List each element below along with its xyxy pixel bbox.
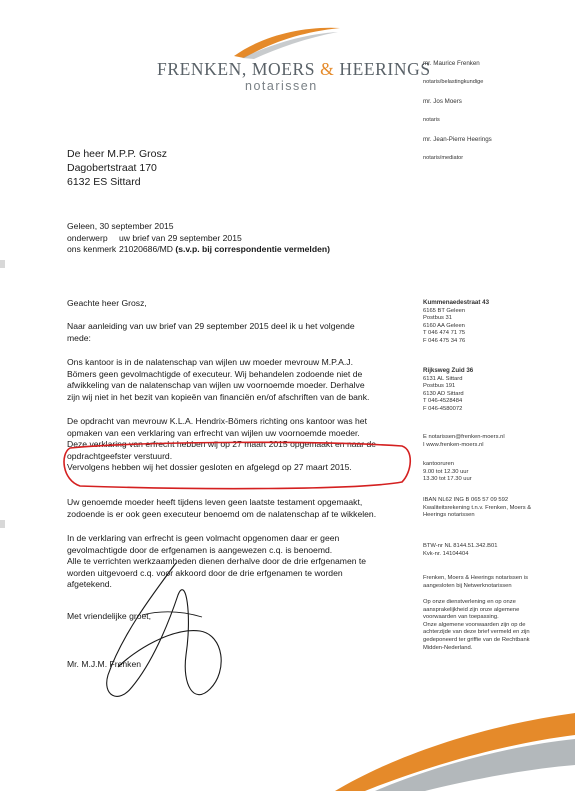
text-line: opmaken van een verklaring van erfrecht van wijlen uw voornoemde moeder. xyxy=(67,427,360,438)
email-link[interactable]: E notarissen@frenken-moers.nl xyxy=(423,434,505,440)
text-line: aansprakelijkheid zijn onze algemene xyxy=(423,606,520,613)
text-line: In de verklaring van erfrecht is geen volmacht opgenomen daar er geen xyxy=(67,533,340,543)
text-line: kantooruren xyxy=(423,461,454,467)
office-line: Postbus 191 xyxy=(423,383,456,390)
text-line: aangesloten bij Netwerknotarissen xyxy=(423,582,512,589)
paragraph-1 xyxy=(67,321,417,344)
text-line: gedeponeerd ter griffie van de Rechtbank xyxy=(423,636,530,643)
text-line: Kvk-nr. 14104404 xyxy=(423,550,469,557)
terms-info xyxy=(423,599,568,652)
subject-value: uw brief van 29 september 2015 xyxy=(119,232,242,243)
text-line: Naar aanleiding van uw brief van 29 september 2015 deel ik u het volgende xyxy=(67,321,355,331)
logo-swoosh-icon xyxy=(232,22,342,60)
text-line: achterzijde van deze brief vermeld en zijn xyxy=(423,629,530,636)
partner-name: mr. Maurice Frenken xyxy=(423,60,480,67)
office-line: 6165 BT Geleen xyxy=(423,307,466,314)
text-line: Uw genoemde moeder heeft tijdens leven geen laatste testament opgemaakt, xyxy=(67,497,363,507)
signature-scribble xyxy=(82,555,252,715)
salutation: Geachte heer Grosz, xyxy=(67,298,147,308)
firm-name-main: FRENKEN, MOERS xyxy=(157,59,316,79)
office-line: 6160 AA Geleen xyxy=(423,322,465,329)
office-sittard xyxy=(423,367,568,414)
partner-list xyxy=(423,60,563,174)
partner-name: mr. Jean-Pierre Heerings xyxy=(423,136,492,143)
firm-name xyxy=(157,59,431,80)
text-line: mede: xyxy=(67,332,91,343)
paragraph-4 xyxy=(67,497,417,520)
text-line: zodoende is er ook geen executeur benoemd om de nalatenschap af te wikkelen. xyxy=(67,508,377,519)
partner-role: notaris/belastingkundige xyxy=(423,79,484,85)
partner-name: mr. Jos Moers xyxy=(423,98,462,105)
firm-subtitle: notarissen xyxy=(245,79,318,93)
paragraph-2 xyxy=(67,357,417,403)
recipient-name: De heer M.P.P. Grosz xyxy=(67,148,167,160)
text-line: Ons kantoor is in de nalatenschap van wijlen uw moeder mevrouw M.P.A.J. xyxy=(67,357,353,367)
text-line: Onze algemene voorwaarden zijn op de xyxy=(423,621,526,628)
text-line: De opdracht van mevrouw K.L.A. Hendrix-Bömers richting ons kantoor was het xyxy=(67,416,367,426)
footer-swoosh-icon xyxy=(335,705,575,791)
text-line: gevolmachtigde door de erfgenamen is aangewezen c.q. is benoemd. xyxy=(67,544,333,555)
text-line: voorwaarden van toepassing. xyxy=(423,614,499,621)
text-line: zijn wij niet in het bezit van kopieën van financiën en/of afschriften van de bank. xyxy=(67,391,370,402)
office-street: Kummenaedestraat 43 xyxy=(423,299,490,306)
closing: Met vriendelijke groet, xyxy=(67,611,152,621)
text-line: Vervolgens hebben wij het dossier gesloten en afgelegd op 27 maart 2015. xyxy=(67,462,352,473)
text-line: Heerings notarissen xyxy=(423,512,475,519)
tax-info xyxy=(423,543,568,558)
recipient-street: Dagobertstraat 170 xyxy=(67,162,157,174)
reference-label: ons kenmerk xyxy=(67,244,117,254)
partner-role: notaris/mediator xyxy=(423,155,464,161)
bank-info xyxy=(423,497,568,520)
text-line: 13.30 tot 17.30 uur xyxy=(423,476,472,483)
reference-value: 21020686/MD xyxy=(119,244,173,254)
text-line: BTW-nr NL 8144.51.342.B01 xyxy=(423,543,498,549)
punch-hole-mark xyxy=(0,260,5,268)
text-line: Op onze dienstverlening en op onze xyxy=(423,599,516,605)
office-line: 6130 AD Sittard xyxy=(423,390,464,397)
office-hours xyxy=(423,461,568,484)
contact-info xyxy=(423,434,568,449)
text-line: opdrachtgeefster verstuurd. xyxy=(67,450,173,461)
text-line: IBAN NL62 ING B 065 57 09 592 xyxy=(423,497,509,503)
text-line: worden uitgevoerd c.q. voor akkoord door de drie erfgenamen te worden xyxy=(67,567,343,578)
letter-meta xyxy=(67,221,330,256)
website-link[interactable]: I www.frenken-moers.nl xyxy=(423,441,484,448)
office-street: Rijksweg Zuid 36 xyxy=(423,367,474,374)
office-line: 6131 AL Sittard xyxy=(423,375,463,382)
text-line: Midden-Nederland. xyxy=(423,644,473,651)
text-line: afwikkeling van de nalatenschap van wijlen uw voornoemde moeder. Derhalve xyxy=(67,380,365,391)
text-line: afgetekend. xyxy=(67,579,112,590)
text-line: Deze verklaring van erfrecht hebben wij op 27 maart 2015 opgemaakt en naar de xyxy=(67,439,377,450)
office-line: T 046-4528484 xyxy=(423,398,463,405)
office-line: T 046 474 71 75 xyxy=(423,330,466,337)
subject-label: onderwerp xyxy=(67,232,108,243)
text-line: Kwaliteitsrekening t.n.v. Frenken, Moers & xyxy=(423,504,532,511)
network-info xyxy=(423,575,568,590)
reference-note: (s.v.p. bij correspondentie vermelden) xyxy=(175,244,330,254)
recipient-address xyxy=(67,147,167,189)
text-line: Bömers geen gevolmachtigde of executeur. Wij behandelen zodoende niet de xyxy=(67,368,363,379)
office-line: Postbus 31 xyxy=(423,315,453,322)
letter-date: Geleen, 30 september 2015 xyxy=(67,221,174,231)
text-line: Alle te verrichten werkzaamheden dienen derhalve door de drie erfgenamen te xyxy=(67,556,367,567)
firm-name-amp: & xyxy=(320,59,335,79)
highlight-annotation xyxy=(58,440,414,492)
office-line: F 046 475 34 76 xyxy=(423,337,466,344)
text-line: Frenken, Moers & Heerings notarissen is xyxy=(423,575,529,581)
firm-name-last: HEERINGS xyxy=(339,59,431,79)
text-line: 9.00 tot 12.30 uur xyxy=(423,468,469,475)
recipient-city: 6132 ES Sittard xyxy=(67,176,141,188)
office-line: F 046-4580072 xyxy=(423,405,463,412)
punch-hole-mark xyxy=(0,520,5,528)
signer-name: Mr. M.J.M. Frenken xyxy=(67,659,142,669)
office-geleen xyxy=(423,299,568,346)
partner-role: notaris xyxy=(423,117,440,123)
